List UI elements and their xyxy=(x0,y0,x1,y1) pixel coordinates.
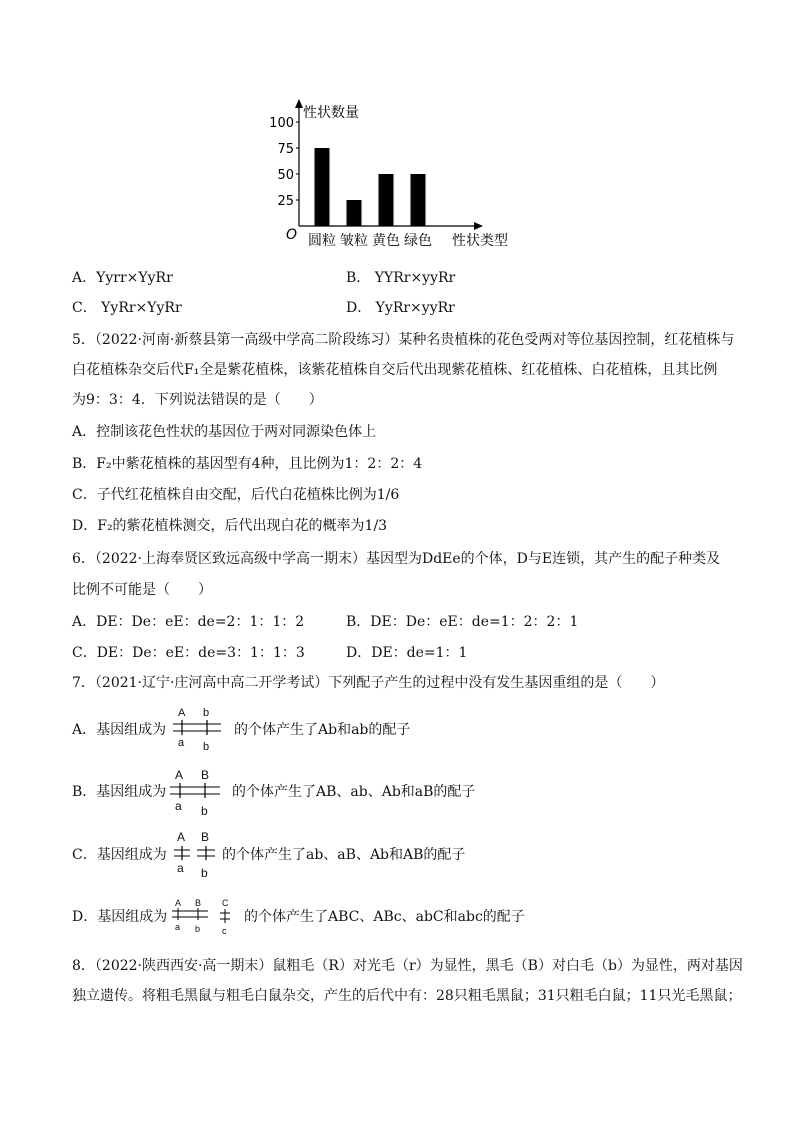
q7-option-c-suffix: 的个体产生了ab、aB、Ab和AB的配子 xyxy=(222,847,466,863)
x-axis-arrow xyxy=(474,222,483,230)
allele-bottom-2: b xyxy=(201,804,208,818)
q7-option-c-prefix[interactable]: C．基因组成为 xyxy=(72,847,167,863)
x-axis-label: 性状类型 xyxy=(452,233,508,249)
q5-option-d[interactable]: D．F₂的紫花植株测交，后代出现白花的概率为1/3 xyxy=(72,518,388,534)
y-tick-label-25: 25 xyxy=(277,194,294,209)
q7-d-genotype-diagram xyxy=(172,896,240,940)
q8-stem-line2: 独立遗传。将粗毛黑鼠与粗毛白鼠杂交，产生的后代中有：28只粗毛黑鼠；31只粗毛白鼠；11只光毛黑鼠； xyxy=(72,988,742,1004)
bar-4 xyxy=(411,174,426,226)
x-tick-label-4: 绿色 xyxy=(404,233,432,249)
chromosome-pair-b xyxy=(170,766,222,818)
q5-stem-line3: 为9：3：4．下列说法错误的是（ ） xyxy=(72,392,323,408)
q4-option-d[interactable]: D． YyRr×yyRr xyxy=(346,300,455,316)
q7-option-a-suffix: 的个体产生了Ab和ab的配子 xyxy=(234,722,411,738)
q4-option-b[interactable]: B． YYRr×yyRr xyxy=(346,270,456,286)
y-tick-label-50: 50 xyxy=(277,168,294,183)
q7-stem: 7．（2021·辽宁·庄河高中高二开学考试）下列配子产生的过程中没有发生基因重组的是（ ） xyxy=(72,675,665,691)
y-axis-label: 性状数量 xyxy=(303,105,359,121)
y-tick-label-100: 100 xyxy=(269,116,294,131)
allele-top-1: A xyxy=(178,707,186,719)
q8-stem-line1: 8．（2022·陕西西安·高一期末）鼠粗毛（R）对光毛（r）为显性，黑毛（B）对白毛（b）为显性，两对基因 xyxy=(72,958,743,974)
allele-top-2: B xyxy=(201,830,210,844)
origin-label: O xyxy=(286,227,298,243)
q7-option-b-suffix: 的个体产生了AB、ab、Ab和aB的配子 xyxy=(232,784,476,800)
x-tick-labels xyxy=(308,232,432,249)
q6-option-b[interactable]: B．DE：De：eE：de=1：2：2：1 xyxy=(346,614,579,630)
chromosome-pair-a xyxy=(173,704,225,752)
allele-bottom-1: a xyxy=(177,861,184,875)
bar-2 xyxy=(347,200,362,226)
q5-stem-line1: 5．（2022·河南·新蔡县第一高级中学高二阶段练习）某种名贵植株的花色受两对等位基因控制，红花植株与 xyxy=(72,332,735,348)
q4-option-c[interactable]: C． YyRr×YyRr xyxy=(72,300,182,316)
q7-option-d-prefix[interactable]: D．基因组成为 xyxy=(72,909,168,925)
q5-option-c[interactable]: C．子代红花植株自由交配，后代白花植株比例为1/6 xyxy=(72,487,400,503)
q5-option-b[interactable]: B．F₂中紫花植株的基因型有4种，且比例为1：2：2：4 xyxy=(72,456,423,472)
y-axis-arrow xyxy=(295,99,303,108)
q5-option-a[interactable]: A．控制该花色性状的基因位于两对同源染色体上 xyxy=(72,424,377,440)
trait-bar-chart xyxy=(262,98,522,254)
q7-option-a-prefix[interactable]: A．基因组成为 xyxy=(72,722,167,738)
chromosome-pairs-d xyxy=(172,896,240,940)
q7-a-genotype-diagram xyxy=(173,704,225,752)
chromosome-pairs-c xyxy=(173,828,221,880)
allele-bottom-2: b xyxy=(201,866,208,880)
allele-top-2: b xyxy=(203,707,210,719)
bar-3 xyxy=(379,174,394,226)
allele-top-1: A xyxy=(175,768,184,782)
allele-top-1: A xyxy=(177,830,186,844)
allele-top-3: C xyxy=(222,898,229,908)
allele-bottom-2: b xyxy=(203,741,210,753)
q6-stem-line2: 比例不可能是（ ） xyxy=(72,582,212,598)
bar-1 xyxy=(315,148,330,226)
q6-option-d[interactable]: D．DE：de=1：1 xyxy=(346,645,468,661)
allele-top-1: A xyxy=(175,898,182,908)
allele-top-2: B xyxy=(195,898,202,908)
q7-option-d-suffix: 的个体产生了ABC、ABc、abC和abc的配子 xyxy=(244,909,525,925)
x-tick-label-1: 圆粒 xyxy=(308,233,336,249)
allele-bottom-1: a xyxy=(178,737,185,749)
bars xyxy=(315,148,426,226)
x-tick-label-2: 皱粒 xyxy=(340,233,368,249)
q4-option-a[interactable]: A．Yyrr×YyRr xyxy=(72,270,173,286)
y-tick-label-75: 75 xyxy=(277,142,294,157)
q7-option-b-prefix[interactable]: B．基因组成为 xyxy=(72,784,167,800)
allele-bottom-3: c xyxy=(222,926,227,936)
q7-b-genotype-diagram xyxy=(170,766,222,818)
q5-stem-line2: 白花植株杂交后代F₁全是紫花植株，该紫花植株自交后代出现紫花植株、红花植株、白花植株，且其比例 xyxy=(72,362,718,378)
y-ticks xyxy=(269,116,299,209)
q7-c-genotype-diagram xyxy=(173,828,221,880)
allele-bottom-1: a xyxy=(175,799,182,813)
allele-bottom-2: b xyxy=(195,924,201,934)
bar-chart-svg xyxy=(262,98,522,254)
q6-option-c[interactable]: C．DE：De：eE：de=3：1：1：3 xyxy=(72,645,305,661)
q6-option-a[interactable]: A．DE：De：eE：de=2：1：1：2 xyxy=(72,614,305,630)
allele-top-2: B xyxy=(201,768,210,782)
q6-stem-line1: 6．（2022·上海奉贤区致远高级中学高一期末）基因型为DdEe的个体，D与E连锁，其产生的配子种类及 xyxy=(72,551,721,567)
x-tick-label-3: 黄色 xyxy=(372,233,400,249)
allele-bottom-1: a xyxy=(175,922,181,932)
